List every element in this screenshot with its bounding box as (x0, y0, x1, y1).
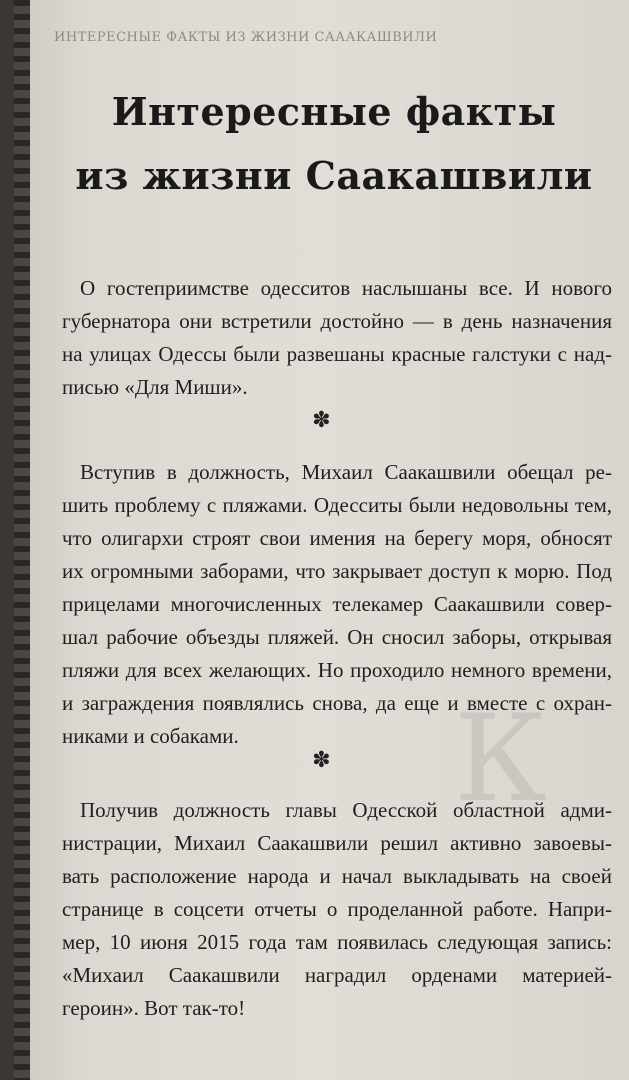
paragraph-line: героин». Вот так-то! (62, 996, 246, 1020)
chapter-title (44, 80, 624, 208)
paragraph-line: вать расположение народа и начал выкладывать на своей (62, 864, 612, 888)
paragraph-line: Получив должность главы Одесской областной адми- (80, 798, 612, 822)
paragraph-line: на улицах Одессы были развешаны красные галстуки с над- (62, 342, 612, 366)
bleed-through-letter: К (454, 690, 547, 829)
paragraph-line: пляжи для всех желающих. Но проходило немного времени, (62, 658, 612, 682)
paragraph-line: их огромными заборами, что закрывает доступ к морю. Под (62, 559, 612, 583)
paragraph-line: мер, 10 июня 2015 года там появилась следующая запись: (62, 930, 612, 954)
paragraph-line: «Михаил Саакашвили наградил орденами материей- (62, 963, 612, 987)
section-separator: ✽ (312, 748, 331, 773)
paragraph-line: странице в соцсети отчеты о проделанной работе. Напри- (62, 897, 612, 921)
book-binding (14, 0, 30, 1080)
book-page (14, 0, 629, 1080)
chapter-title-line-2: из жизни Саакашвили (75, 153, 593, 198)
paragraph-3 (62, 794, 612, 1025)
paragraph-line: О гостеприимстве одесситов наслышаны все. И нового (80, 276, 612, 300)
paragraph-line: что олигархи строят свои имения на берегу моря, обносят (62, 526, 612, 550)
paragraph-line: и заграждения появлялись снова, да еще и вместе с охран- (62, 691, 612, 715)
paragraph-line: Вступив в должность, Михаил Саакашвили обещал ре- (80, 460, 612, 484)
paragraph-2 (62, 456, 612, 753)
paragraph-line: никами и собаками. (62, 724, 239, 748)
paragraph-line: шал рабочие объезды пляжей. Он сносил заборы, открывая (62, 625, 612, 649)
running-head: ИНТЕРЕСНЫЕ ФАКТЫ ИЗ ЖИЗНИ САААКАШВИЛИ (54, 30, 438, 45)
section-separator: ✽ (312, 408, 331, 433)
chapter-title-line-1: Интересные факты (111, 89, 557, 134)
paragraph-line: писью «Для Миши». (62, 375, 248, 399)
paragraph-line: шить проблему с пляжами. Одесситы были недовольны тем, (62, 493, 612, 517)
paragraph-line: прицелами многочисленных телекамер Саакашвили совер- (62, 592, 612, 616)
paragraph-line: губернатора они встретили достойно — в день назначения (62, 309, 612, 333)
paragraph-1 (62, 272, 612, 404)
paragraph-line: нистрации, Михаил Саакашвили решил активно завоевы- (62, 831, 612, 855)
